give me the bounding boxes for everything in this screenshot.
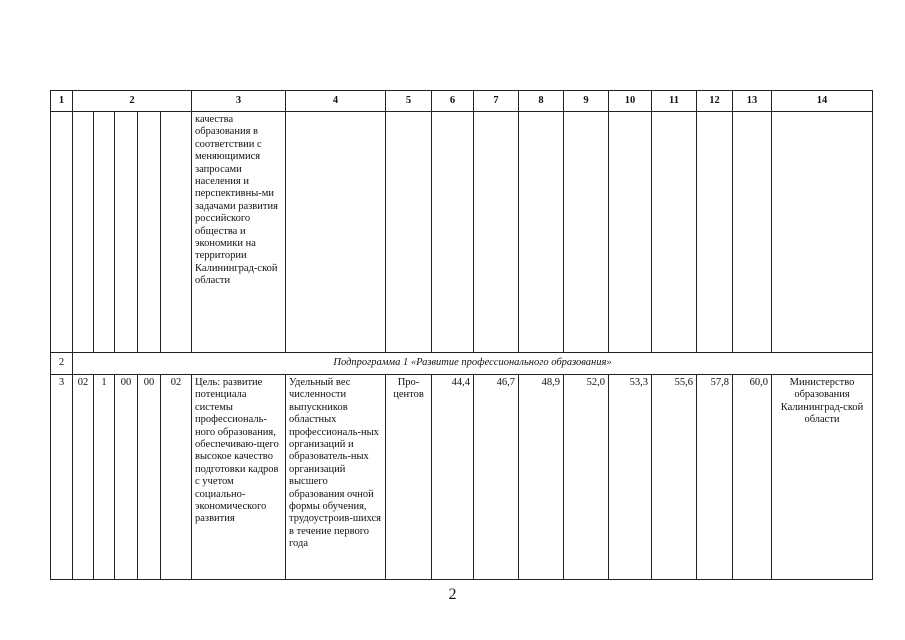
code-cell: 02 — [161, 375, 192, 580]
empty-cell — [609, 112, 652, 353]
value-cell: 52,0 — [564, 375, 609, 580]
indicators-table — [50, 90, 873, 580]
header-cell: 9 — [564, 91, 609, 112]
subprogram-title: Подпрограмма 1 «Развитие профессионального образования» — [73, 353, 873, 375]
header-cell: 4 — [286, 91, 386, 112]
goal-cell: Цель: развитие потенциала системы профессиональ-ного образования, обеспечиваю-щего высокое качество подготовки кадров с учетом социально-экономического развития — [192, 375, 286, 580]
empty-cell — [386, 112, 432, 353]
header-cell: 2 — [73, 91, 192, 112]
empty-cell — [652, 112, 697, 353]
empty-cell — [564, 112, 609, 353]
code-cell: 00 — [115, 375, 138, 580]
value-cell: 60,0 — [733, 375, 772, 580]
empty-cell — [286, 112, 386, 353]
header-cell: 7 — [474, 91, 519, 112]
code-cell: 00 — [138, 375, 161, 580]
value-cell: 44,4 — [432, 375, 474, 580]
unit-cell: Про-центов — [386, 375, 432, 580]
value-cell: 46,7 — [474, 375, 519, 580]
page-number: 2 — [448, 586, 457, 603]
header-row — [51, 91, 873, 112]
empty-cell — [73, 112, 94, 353]
header-cell: 14 — [772, 91, 873, 112]
empty-cell — [115, 112, 138, 353]
table-row — [51, 112, 873, 353]
empty-cell — [772, 112, 873, 353]
value-cell: 48,9 — [519, 375, 564, 580]
header-cell: 3 — [192, 91, 286, 112]
header-cell: 8 — [519, 91, 564, 112]
value-cell: 55,6 — [652, 375, 697, 580]
header-cell: 12 — [697, 91, 733, 112]
empty-cell — [432, 112, 474, 353]
header-cell: 6 — [432, 91, 474, 112]
row-number: 3 — [51, 375, 73, 580]
empty-cell — [733, 112, 772, 353]
table-row — [51, 375, 873, 580]
empty-cell — [697, 112, 733, 353]
subprogram-row — [51, 353, 873, 375]
empty-cell — [138, 112, 161, 353]
indicator-cell: Удельный вес численности выпускников областных профессиональ-ных организаций и образователь-ных организаций высшего образования очной формы обучения, трудоустроив-шихся в течение первого года — [286, 375, 386, 580]
value-cell: 57,8 — [697, 375, 733, 580]
row-number: 2 — [51, 353, 73, 375]
empty-cell — [51, 112, 73, 353]
empty-cell — [519, 112, 564, 353]
code-cell: 1 — [94, 375, 115, 580]
header-cell: 11 — [652, 91, 697, 112]
empty-cell — [161, 112, 192, 353]
header-cell: 5 — [386, 91, 432, 112]
header-cell: 13 — [733, 91, 772, 112]
header-cell: 10 — [609, 91, 652, 112]
empty-cell — [94, 112, 115, 353]
header-cell: 1 — [51, 91, 73, 112]
empty-cell — [474, 112, 519, 353]
code-cell: 02 — [73, 375, 94, 580]
goal-continuation-cell: качества образования в соответствии с меняющимися запросами населения и перспективны-ми задачами развития российского общества и экономики на территории Калининград-ской области — [192, 112, 286, 353]
value-cell: 53,3 — [609, 375, 652, 580]
responsible-cell: Министерство образования Калининград-ской области — [772, 375, 873, 580]
